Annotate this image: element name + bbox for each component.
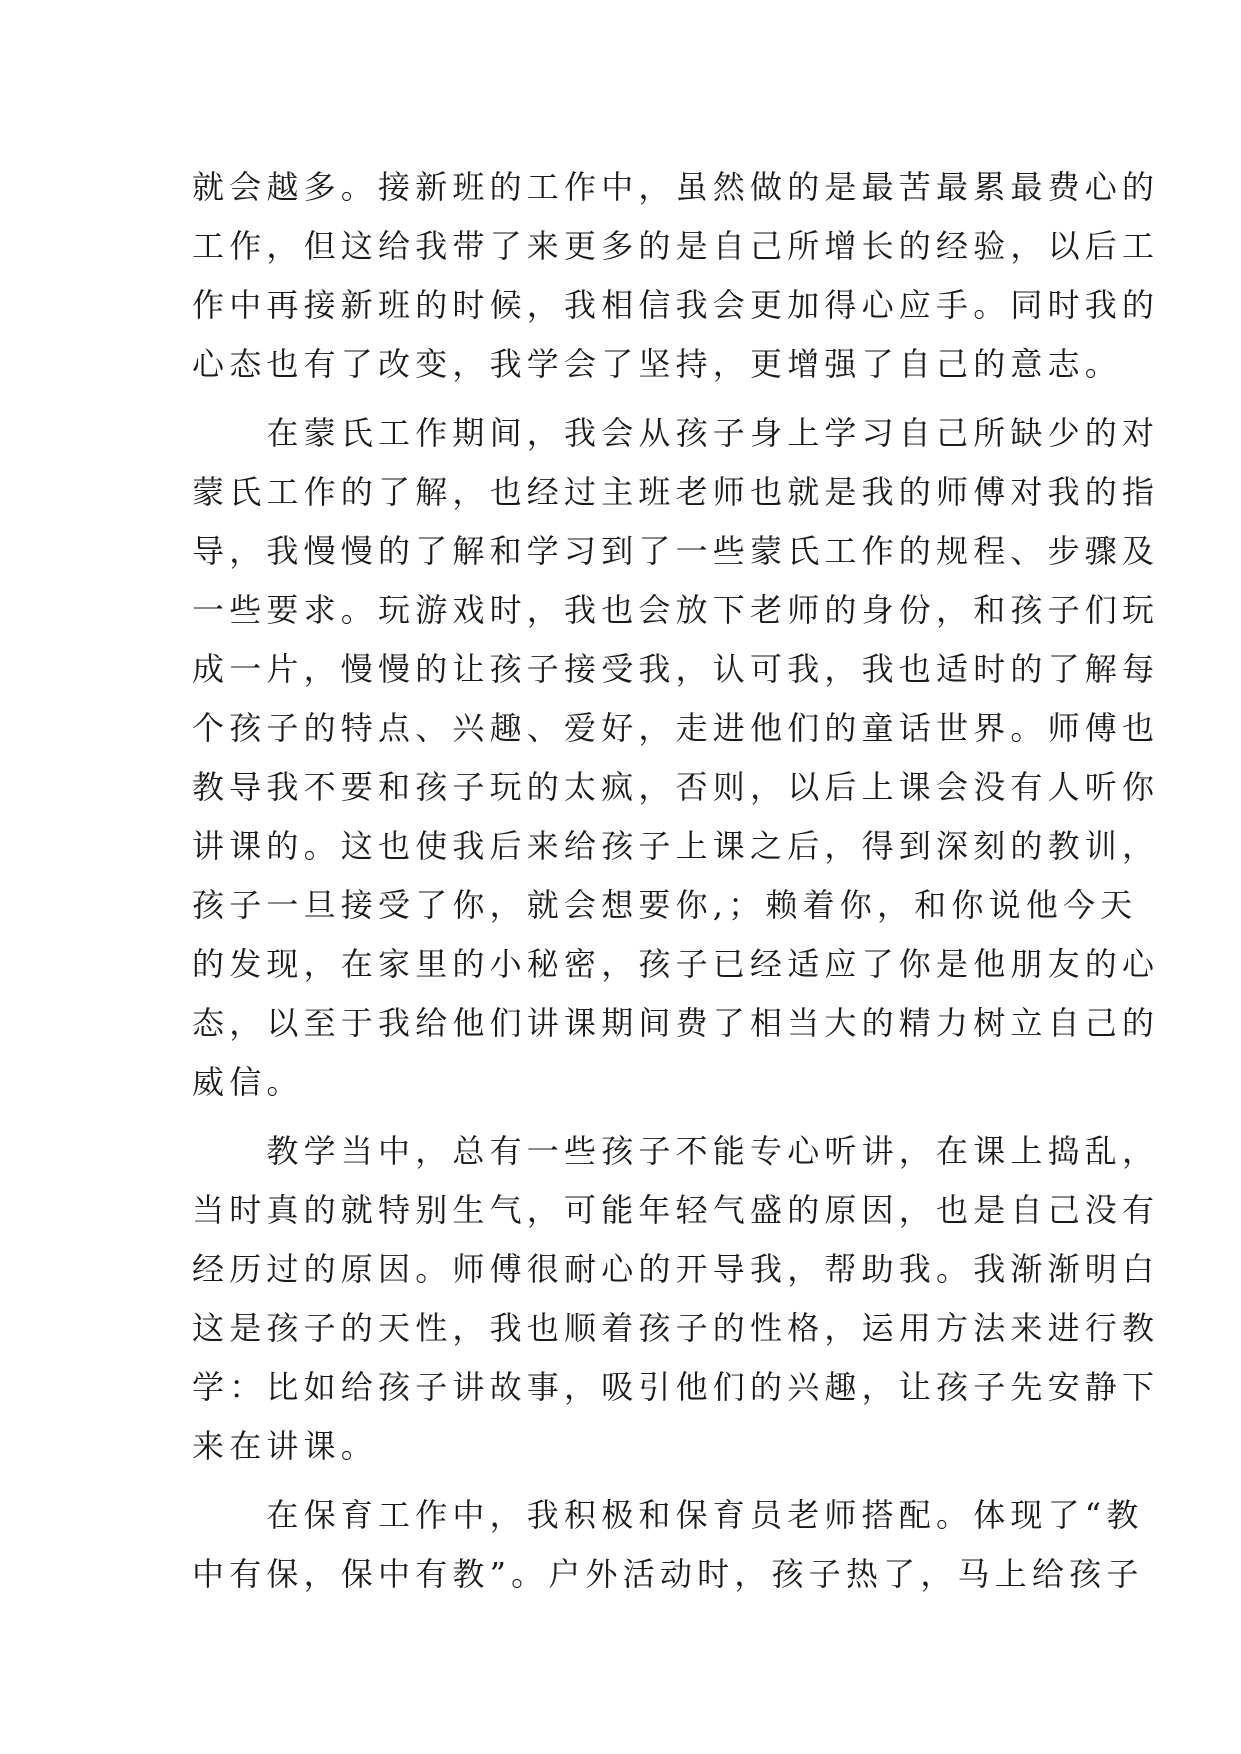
paragraph-spacer [192, 1112, 1052, 1122]
text-line: 在蒙氏工作期间，我会从孩子身上学习自己所缺少的对 [192, 414, 1160, 452]
text-line: 当时真的就特别生气，可能年轻气盛的原因，也是自己没有 [192, 1191, 1160, 1229]
paragraph [192, 1122, 1160, 1476]
text-line: 个孩子的特点、兴趣、爱好，走进他们的童话世界。师傅也 [192, 709, 1160, 747]
text-line: 的发现，在家里的小秘密，孩子已经适应了你是他朋友的心 [192, 945, 1160, 983]
text-line: 导，我慢慢的了解和学习到了一些蒙氏工作的规程、步骤及 [192, 532, 1160, 570]
text-line: 讲课的。这也使我后来给孩子上课之后，得到深刻的教训， [192, 827, 1160, 865]
text-line: 工作，但这给我带了来更多的是自己所增长的经验，以后工 [192, 227, 1160, 265]
paragraph-spacer [192, 1476, 1052, 1486]
text-line: 在保育工作中，我积极和保育员老师搭配。体现了“教 [192, 1496, 1144, 1534]
text-line: 成一片，慢慢的让孩子接受我，认可我，我也适时的了解每 [192, 650, 1160, 688]
text-line: 心态也有了改变，我学会了坚持，更增强了自己的意志。 [192, 345, 1123, 383]
text-line: 作中再接新班的时候，我相信我会更加得心应手。同时我的 [192, 286, 1160, 324]
paragraph [192, 404, 1160, 1112]
paragraph-spacer [192, 394, 1052, 404]
text-line: 威信。 [192, 1063, 304, 1101]
text-line: 态，以至于我给他们讲课期间费了相当大的精力树立自己的 [192, 1004, 1160, 1042]
text-line: 来在讲课。 [192, 1427, 379, 1465]
paragraph [192, 158, 1160, 394]
text-line: 这是孩子的天性，我也顺着孩子的性格，运用方法来进行教 [192, 1309, 1160, 1347]
text-line: 中有保，保中有教”。户外活动时，孩子热了，马上给孩子 [192, 1555, 1144, 1593]
text-line: 经历过的原因。师傅很耐心的开导我，帮助我。我渐渐明白 [192, 1250, 1160, 1288]
text-line: 学：比如给孩子讲故事，吸引他们的兴趣，让孩子先安静下 [192, 1368, 1160, 1406]
paragraph [192, 1486, 1144, 1604]
text-line: 教学当中，总有一些孩子不能专心听讲，在课上捣乱， [192, 1132, 1160, 1170]
document-body [192, 158, 1160, 1604]
text-line: 蒙氏工作的了解，也经过主班老师也就是我的师傅对我的指 [192, 473, 1160, 511]
text-line: 就会越多。接新班的工作中，虽然做的是最苦最累最费心的 [192, 168, 1160, 206]
text-line: 一些要求。玩游戏时，我也会放下老师的身份，和孩子们玩 [192, 591, 1160, 629]
text-line: 教导我不要和孩子玩的太疯，否则，以后上课会没有人听你 [192, 768, 1160, 806]
text-line: 孩子一旦接受了你，就会想要你,；赖着你，和你说他今天 [192, 886, 1138, 924]
